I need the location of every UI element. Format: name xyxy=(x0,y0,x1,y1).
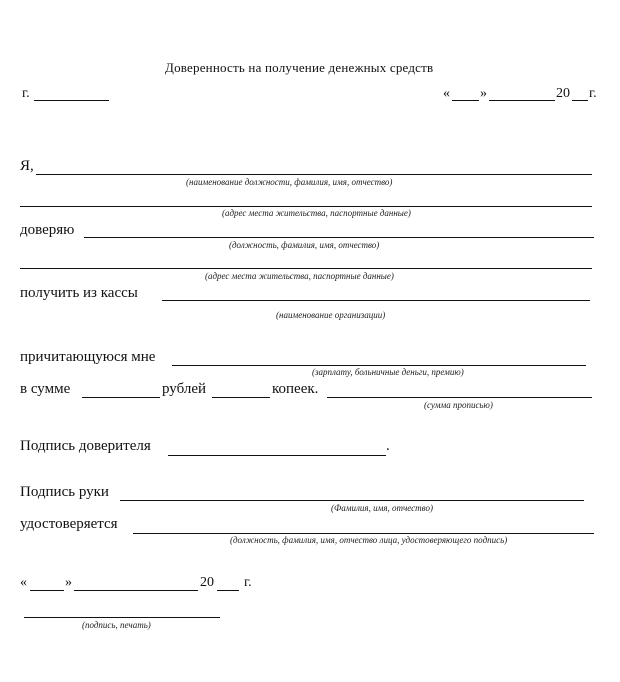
footer-open-quote: « xyxy=(20,575,27,590)
footer-day-field[interactable] xyxy=(30,590,64,591)
ya-hint: (наименование должности, фамилия, имя, отчество) xyxy=(186,177,393,187)
ya-field[interactable] xyxy=(36,174,592,175)
date-month-field[interactable] xyxy=(489,100,555,101)
certified-label: удостоверяется xyxy=(20,516,118,532)
address-field[interactable] xyxy=(20,206,592,207)
sum-rubles-field[interactable] xyxy=(82,397,160,398)
sum-kopecks-field[interactable] xyxy=(212,397,270,398)
footer-close-quote: » xyxy=(65,575,72,590)
trust-address-hint: (адрес места жительства, паспортные данные) xyxy=(205,271,394,281)
rub-label: рублей xyxy=(162,381,207,397)
signature-hint: (подпись, печать) xyxy=(82,620,151,630)
date-year-suffix: г. xyxy=(589,86,597,101)
due-field[interactable] xyxy=(172,365,586,366)
principal-sign-period: . xyxy=(386,438,390,454)
trust-label: доверяю xyxy=(20,222,75,238)
hand-sign-field[interactable] xyxy=(120,500,584,501)
footer-month-field[interactable] xyxy=(74,590,198,591)
sum-label: в сумме xyxy=(20,381,71,397)
sum-words-field[interactable] xyxy=(327,397,592,398)
date-open-quote: « xyxy=(443,86,450,101)
footer-year-field[interactable] xyxy=(217,590,239,591)
receive-hint: (наименование организации) xyxy=(276,310,386,320)
city-field[interactable] xyxy=(34,100,109,101)
due-hint: (зарплату, больничные деньги, премию) xyxy=(312,367,464,377)
ya-label: Я, xyxy=(20,158,34,174)
city-prefix: г. xyxy=(22,86,30,101)
trust-address-field[interactable] xyxy=(20,268,592,269)
date-close-quote: » xyxy=(480,86,487,101)
date-year-field[interactable] xyxy=(572,100,588,101)
address-hint: (адрес места жительства, паспортные данные) xyxy=(222,208,411,218)
footer-year-suffix: г. xyxy=(244,575,252,590)
trust-field[interactable] xyxy=(84,237,594,238)
signature-field[interactable] xyxy=(24,617,220,618)
certified-field[interactable] xyxy=(133,533,594,534)
date-year-prefix: 20 xyxy=(556,86,570,101)
hand-sign-label: Подпись руки xyxy=(20,484,109,500)
footer-year-prefix: 20 xyxy=(200,575,214,590)
due-label: причитающуюся мне xyxy=(20,349,156,365)
trust-hint: (должность, фамилия, имя, отчество) xyxy=(229,240,380,250)
principal-sign-field[interactable] xyxy=(168,455,386,456)
receive-label: получить из кассы xyxy=(20,285,138,301)
principal-sign-label: Подпись доверителя xyxy=(20,438,151,454)
document-title: Доверенность на получение денежных средств xyxy=(165,60,434,75)
kop-label: копеек. xyxy=(272,381,319,397)
receive-field[interactable] xyxy=(162,300,590,301)
date-day-field[interactable] xyxy=(452,100,479,101)
sum-hint: (сумма прописью) xyxy=(424,400,493,410)
certified-hint: (должность, фамилия, имя, отчество лица, удостоверяющего подпись) xyxy=(230,535,508,545)
hand-sign-hint: (Фамилия, имя, отчество) xyxy=(331,503,433,513)
